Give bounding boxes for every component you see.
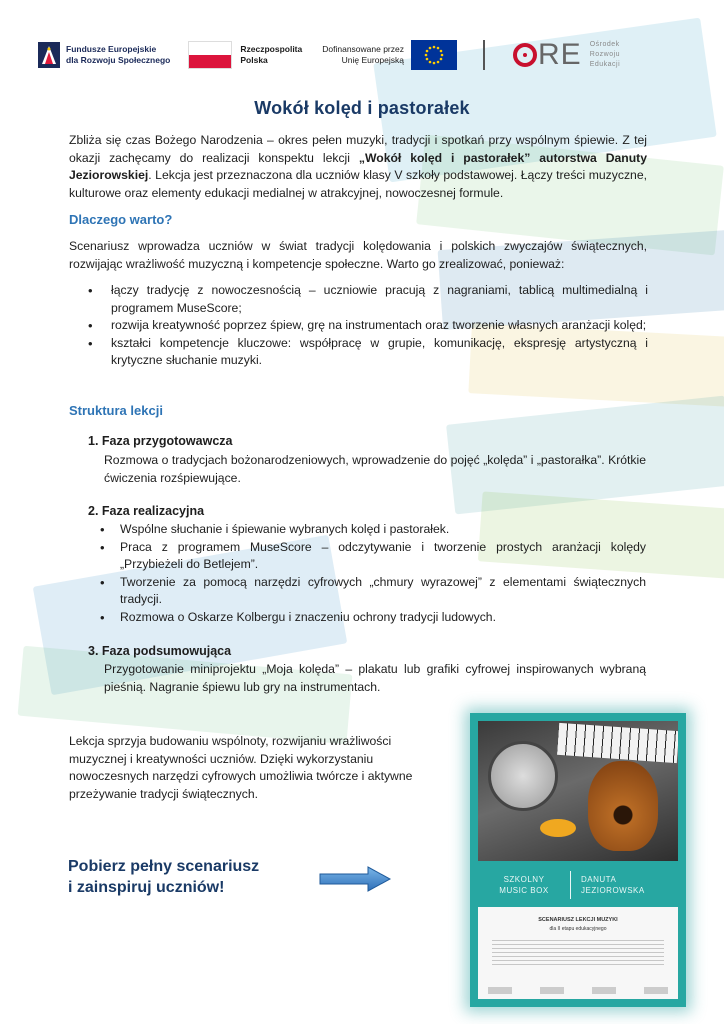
cover-title: SCENARIUSZ LEKCJI MUZYKI	[538, 917, 618, 923]
phase3-text: Przygotowanie miniprojektu „Moja kolęda” – plakatu lub grafiki cyfrowej inspirowanych wybraną pieśnią. Nagranie śpiewu lub gry na instrumentach.	[104, 662, 646, 694]
keyboard-icon	[557, 723, 678, 763]
cta-line2: i zainspiruj uczniów!	[68, 879, 225, 896]
fe-text-line2: dla Rozwoju Społecznego	[66, 55, 171, 65]
cover-logos	[488, 987, 668, 995]
guitar-icon	[588, 761, 658, 851]
author-line2: JEZIOROWSKA	[581, 886, 645, 895]
ore-sub-3: Edukacji	[589, 61, 621, 68]
why-text: Scenariusz wprowadza uczniów w świat tradycji kolędowania i polskich zwyczajów świątecznych, rozwijając wrażliwość muzyczną i kompetencje społeczne. Warto go zrealizować, ponieważ:	[69, 239, 647, 271]
eu-text-line2: Unię Europejską	[341, 55, 404, 65]
phase1-title: 1. Faza przygotowawcza	[88, 434, 233, 448]
list-item: • Wspólne słuchanie i śpiewanie wybranych kolęd i pastorałek.	[100, 521, 646, 539]
list-item: • łączy tradycję z nowoczesnością – uczniowie pracują z nagraniami, tablicą multimedialną i programem MuseScore;	[88, 282, 648, 317]
ore-sub-1: Ośrodek	[589, 41, 620, 48]
eu-flag-icon	[411, 40, 457, 70]
author-line1: DANUTA	[581, 875, 617, 884]
intro-text-end: . Lekcja jest przeznaczona dla uczniów klasy V szkoły podstawowej. Łączy treści muzyczne, kulturowe oraz elementy edukacji medialnej w atrakcyjnej, nowoczesnej formule.	[69, 168, 647, 200]
cover-info	[478, 907, 678, 999]
scenario-cover[interactable]	[470, 713, 686, 1007]
why-list	[88, 282, 648, 370]
phase2-title: 2. Faza realizacyjna	[88, 504, 205, 518]
eu-funds-icon	[38, 42, 60, 68]
list-item: • Tworzenie za pomocą narzędzi cyfrowych „chmury wyrazowej” z elementami świątecznych tradycji.	[100, 574, 646, 609]
instruments-photo	[478, 721, 678, 861]
drum-icon	[488, 741, 558, 811]
list-item: • Rozmowa o Oskarze Kolbergu i znaczeniu ochrony tradycji ludowych.	[100, 609, 646, 627]
list-item: • kształci kompetencje kluczowe: współpracę w grupie, komunikację, ekspresję artystyczną i krytyczne słuchanie muzyki.	[88, 335, 648, 370]
series-line1: SZKOLNY	[503, 875, 545, 884]
fe-text-line1: Fundusze Europejskie	[66, 44, 157, 54]
intro-bold: „Wokół kolęd i pastorałek” autorstwa Danuty Jeziorowskiej	[69, 150, 647, 182]
phase1-text: Rozmowa o tradycjach bożonarodzeniowych, wprowadzenie do pojęć „kolęda” i „pastorałka”. Krótkie ćwiczenia rozśpiewujące.	[104, 453, 646, 485]
ore-word: RE	[538, 38, 582, 71]
poland-flag-icon	[188, 41, 232, 69]
cover-fine-print	[492, 940, 664, 968]
cover-series-bar	[478, 863, 678, 907]
cta-line1: Pobierz pełny scenariusz	[68, 858, 260, 875]
structure-heading: Struktura lekcji	[69, 403, 163, 418]
header-logos	[38, 34, 690, 76]
logo-divider	[483, 40, 485, 70]
maracas-icon	[540, 819, 576, 837]
list-item: • Praca z programem MuseScore – odczytywanie i tworzenie prostych aranżacji kolędy „Przybieżeli do Betlejem”.	[100, 539, 646, 574]
cover-subtitle: dla II etapu edukacyjnego	[549, 926, 607, 932]
download-cta[interactable]	[68, 856, 259, 898]
closing-paragraph: Lekcja sprzyja budowaniu wspólnoty, rozwijaniu wrażliwości muzycznej i kreatywności uczniów. Dzięki wykorzystaniu nowoczesnych narzędzi cyfrowych umożliwia twórcze i aktywne przeżywanie tradycji świątecznych.	[69, 734, 413, 801]
arrow-right-icon[interactable]	[318, 866, 392, 892]
poland-logo	[188, 41, 302, 69]
intro-text: Zbliża się czas Bożego Narodzenia – okres pełen muzyki, tradycji i spotkań przy wspólnym śpiewie. Z tej okazji zachęcamy do realizacji konspektu lekcji	[69, 133, 647, 165]
eu-logo	[322, 40, 457, 70]
pl-text-line1: Rzeczpospolita	[240, 44, 303, 54]
phase2-list	[100, 521, 646, 626]
ore-o-icon	[513, 43, 537, 67]
intro-paragraph	[69, 132, 647, 202]
eu-text-line1: Dofinansowane przez	[322, 44, 404, 54]
list-item: • rozwija kreatywność poprzez śpiew, grę na instrumentach oraz tworzenie własnych aranżacji kolęd;	[88, 317, 648, 335]
ore-logo	[513, 38, 620, 72]
page-title: Wokół kolęd i pastorałek	[254, 98, 470, 118]
series-line2: MUSIC BOX	[499, 886, 549, 895]
pl-text-line2: Polska	[240, 55, 268, 65]
phase3-title: 3. Faza podsumowująca	[88, 644, 232, 658]
ore-sub-2: Rozwoju	[589, 51, 621, 58]
fe-logo	[38, 42, 170, 68]
why-heading: Dlaczego warto?	[69, 212, 173, 227]
